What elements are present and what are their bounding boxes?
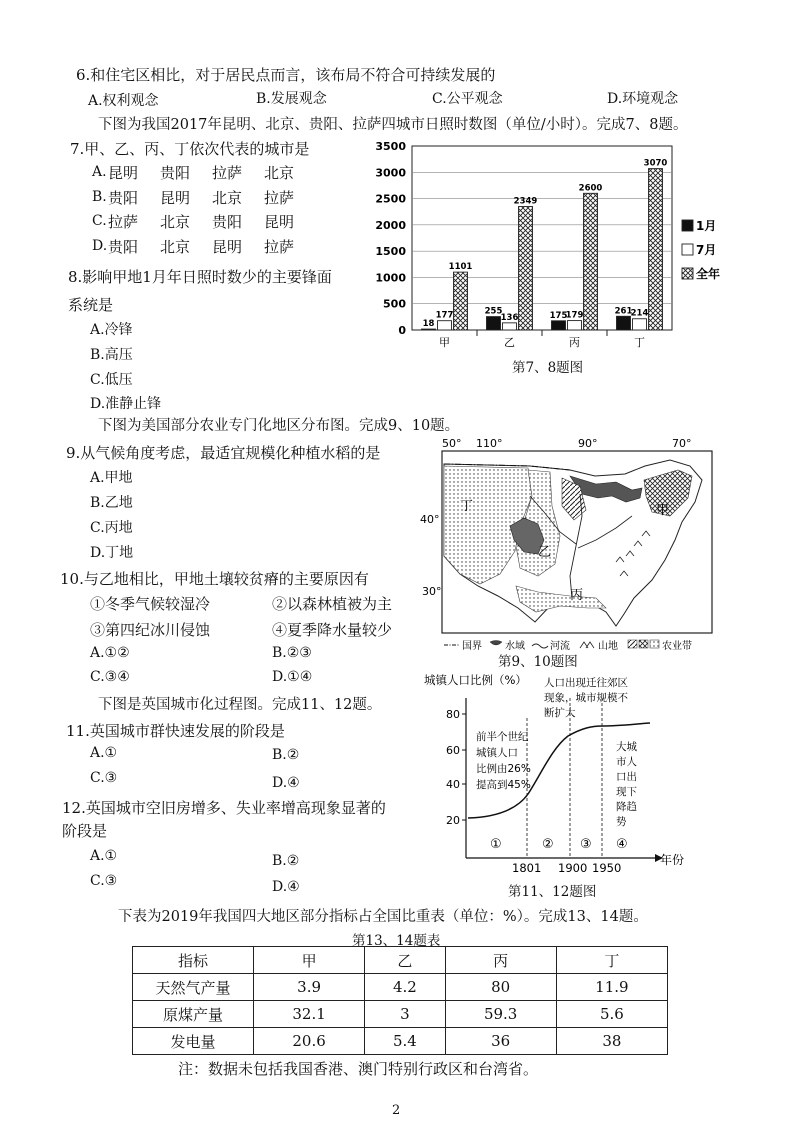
table-cell: 32.1 xyxy=(254,1001,365,1028)
legend-swatch xyxy=(682,268,693,279)
bar-value-label: 175 xyxy=(549,310,568,321)
bar-7月-丁 xyxy=(633,319,647,330)
note-right-1: 大城 xyxy=(616,741,637,753)
note-top-2: 现象，城市规模不 xyxy=(544,692,628,704)
q8-stem-line1: 8.影响甲地1月年日照时数少的主要锋面 xyxy=(68,268,332,286)
bar-7月-甲 xyxy=(438,321,452,330)
table-cell: 原煤产量 xyxy=(133,1001,254,1028)
note-left-2: 城镇人口 xyxy=(476,747,518,759)
category-label: 甲 xyxy=(439,336,450,349)
table-header: 指标 xyxy=(133,947,254,974)
table-cell: 5.6 xyxy=(556,1001,667,1028)
bar-1月-乙 xyxy=(487,317,501,330)
legend-river: 河流 xyxy=(550,641,570,652)
q10-item-3: ③第四纪冰川侵蚀 xyxy=(90,621,211,639)
q9-option-c: C.丙地 xyxy=(90,520,133,536)
table-cell: 36 xyxy=(445,1028,556,1055)
table-row xyxy=(133,1028,668,1055)
bar-value-label: 18 xyxy=(422,319,435,330)
map-label-bing: 丙 xyxy=(570,588,584,603)
bar-1月-丁 xyxy=(617,316,631,330)
urban-xtick-1900: 1900 xyxy=(558,861,588,875)
bar-全年-甲 xyxy=(454,272,468,330)
plot-area xyxy=(412,146,672,330)
chart-7-8-caption: 第7、8题图 xyxy=(512,360,584,376)
legend-swatch xyxy=(682,244,693,255)
bar-value-label: 261 xyxy=(614,306,633,317)
q7-stem: 7.甲、乙、丙、丁依次代表的城市是 xyxy=(70,140,310,158)
legend-agri-belt: 农业带 xyxy=(662,641,692,652)
table-cell: 发电量 xyxy=(133,1028,254,1055)
map-lat-label-40: 40° xyxy=(420,513,440,526)
bar-value-label: 3070 xyxy=(643,158,668,169)
map-top-label-70: 70° xyxy=(672,437,692,450)
legend-swatch xyxy=(682,220,693,231)
category-label: 丙 xyxy=(569,336,580,349)
category-label: 乙 xyxy=(504,336,515,349)
y-tick-label: 3000 xyxy=(375,166,406,180)
q10-option-b: B.②③ xyxy=(272,645,312,661)
note-left-3: 比例由26% xyxy=(476,763,531,775)
note-top-3: 断扩大 xyxy=(544,707,576,719)
q10-option-a: A.①② xyxy=(90,645,130,661)
intro-11-12: 下图是英国城市化过程图。完成11、12题。 xyxy=(98,697,382,713)
q7-option-city: 贵阳 xyxy=(212,213,243,231)
q11-stem: 11.英国城市群快速发展的阶段是 xyxy=(66,722,285,740)
q8-stem-line2: 系统是 xyxy=(68,296,114,314)
y-tick-label: 500 xyxy=(383,297,406,311)
note-right-6: 势 xyxy=(616,816,627,828)
q10-item-2: ②以森林植被为主 xyxy=(272,595,393,613)
q10-stem: 10.与乙地相比，甲地土壤较贫瘠的主要原因有 xyxy=(60,570,369,588)
stage-1: ① xyxy=(490,837,502,852)
q7-option-city: 拉萨 xyxy=(264,237,295,256)
q8-option-c: C.低压 xyxy=(90,372,133,388)
table-cell: 80 xyxy=(445,974,556,1001)
note-left-4: 提高到45% xyxy=(476,779,531,791)
note-left-1: 前半个世纪 xyxy=(476,731,529,743)
q7-option-label: B. xyxy=(92,188,107,205)
q11-option-a: A.① xyxy=(90,745,118,761)
q12-option-c: C.③ xyxy=(90,873,118,889)
q11-option-c: C.③ xyxy=(90,770,118,786)
table-cell: 38 xyxy=(556,1028,667,1055)
urban-xlabel: 年份 xyxy=(660,853,685,867)
legend-mountain: 山地 xyxy=(598,641,618,652)
map-label-yi: 乙 xyxy=(538,545,552,560)
q7-option-city: 昆明 xyxy=(160,188,191,207)
bar-value-label: 179 xyxy=(565,310,584,321)
map-label-jia: 甲 xyxy=(656,503,670,518)
map-label-ding: 丁 xyxy=(460,499,474,514)
q8-option-b: B.高压 xyxy=(90,347,133,363)
intro-7-8: 下图为我国2017年昆明、北京、贵阳、拉萨四城市日照时数图（单位/小时）。完成7、8题。 xyxy=(98,117,688,133)
q7-option-city: 贵阳 xyxy=(108,188,139,207)
q10-item-1: ①冬季气候较湿冷 xyxy=(90,595,211,613)
q7-option-label: A. xyxy=(92,164,107,180)
bar-1月-丙 xyxy=(552,321,566,330)
map-top-label-50: 50° xyxy=(442,437,462,450)
q9-stem: 9.从气候角度考虑，最适宜规模化种植水稻的是 xyxy=(66,444,381,462)
q10-option-c: C.③④ xyxy=(90,669,130,685)
q12-stem-line1: 12.英国城市空旧房增多、失业率增高现象显著的 xyxy=(62,799,386,817)
q7-option-city: 北京 xyxy=(212,188,243,207)
q10-option-d: D.①④ xyxy=(272,669,313,685)
q9-option-b: B.乙地 xyxy=(90,495,133,511)
bar-value-label: 177 xyxy=(435,310,454,321)
intro-13-14: 下表为2019年我国四大地区部分指标占全国比重表（单位：%）。完成13、14题。 xyxy=(118,909,648,925)
bar-1月-甲 xyxy=(422,329,436,330)
note-right-2: 市人 xyxy=(616,756,637,768)
q7-option-label: D. xyxy=(92,237,108,254)
table-header: 乙 xyxy=(365,947,445,974)
bar-value-label: 255 xyxy=(484,306,503,317)
bar-7月-乙 xyxy=(503,323,517,330)
q7-option-city: 贵阳 xyxy=(108,237,139,256)
bar-全年-乙 xyxy=(519,207,533,330)
q6-stem: 6.和住宅区相比，对于居民点而言，该布局不符合可持续发展的 xyxy=(76,66,496,84)
q9-option-d: D.丁地 xyxy=(90,545,134,561)
bar-value-label: 214 xyxy=(630,308,649,319)
q12-option-a: A.① xyxy=(90,848,118,864)
map-top-label-90: 90° xyxy=(578,437,598,450)
y-tick-label: 3500 xyxy=(375,140,406,153)
q8-option-d: D.准静止锋 xyxy=(90,396,162,412)
urban-ytick-60: 60 xyxy=(446,744,460,757)
legend-label: 7月 xyxy=(696,243,717,257)
q6-option-d: D.环境观念 xyxy=(607,91,679,107)
q7-option-city: 贵阳 xyxy=(160,164,191,182)
legend-label: 1月 xyxy=(696,219,717,233)
note-right-5: 降趋 xyxy=(616,801,637,813)
q6-option-a: A.权利观念 xyxy=(88,93,159,109)
note-right-4: 现下 xyxy=(616,786,637,798)
stage-3: ③ xyxy=(580,837,592,852)
urban-ytick-80: 80 xyxy=(446,708,460,721)
bar-value-label: 2600 xyxy=(578,183,603,194)
table-cell: 天然气产量 xyxy=(133,974,254,1001)
note-right-3: 口出 xyxy=(616,771,637,783)
q12-stem-line2: 阶段是 xyxy=(62,822,108,840)
table-cell: 3 xyxy=(365,1001,445,1028)
q7-option-city: 北京 xyxy=(264,164,295,182)
usa-agriculture-map xyxy=(420,436,720,654)
table-cell: 11.9 xyxy=(556,974,667,1001)
table-row xyxy=(133,1001,668,1028)
map-9-10-caption: 第9、10题图 xyxy=(498,654,578,670)
q10-item-4: ④夏季降水量较少 xyxy=(272,621,393,639)
legend-label: 全年 xyxy=(696,267,721,281)
bar-value-label: 1101 xyxy=(448,262,473,273)
urban-ytick-20: 20 xyxy=(446,814,460,827)
q7-option-city: 北京 xyxy=(160,213,191,231)
table-header: 丁 xyxy=(556,947,667,974)
chart-11-12-caption: 第11、12题图 xyxy=(508,884,597,900)
table-header: 丙 xyxy=(445,947,556,974)
map-lat-label-30: 30° xyxy=(422,585,442,598)
q6-option-b: B.发展观念 xyxy=(256,91,327,107)
table-note: 注：数据未包括我国香港、澳门特别行政区和台湾省。 xyxy=(178,1060,539,1078)
table-header: 甲 xyxy=(254,947,365,974)
q7-option-city: 拉萨 xyxy=(264,188,295,207)
bar-7月-丙 xyxy=(568,321,582,330)
q12-option-b: B.② xyxy=(272,853,300,869)
y-tick-label: 2500 xyxy=(375,192,406,206)
y-tick-label: 2000 xyxy=(375,218,406,232)
stage-2: ② xyxy=(542,837,554,852)
table-cell: 59.3 xyxy=(445,1001,556,1028)
y-tick-label: 0 xyxy=(398,324,406,337)
bar-value-label: 2349 xyxy=(513,196,538,207)
bar-全年-丁 xyxy=(649,169,663,330)
region-share-table xyxy=(132,946,668,1055)
q7-option-city: 北京 xyxy=(160,237,191,256)
q7-option-label: C. xyxy=(92,213,107,229)
table-13-14-title: 第13、14题表 xyxy=(352,933,441,949)
table-cell: 4.2 xyxy=(365,974,445,1001)
legend-water: 水域 xyxy=(505,641,525,652)
urban-ytick-40: 40 xyxy=(446,778,460,791)
intro-9-10: 下图为美国部分农业专门化地区分布图。完成9、10题。 xyxy=(98,418,460,434)
category-label: 丁 xyxy=(634,336,645,349)
q7-option-city: 昆明 xyxy=(108,164,139,182)
table-cell: 3.9 xyxy=(254,974,365,1001)
bar-全年-丙 xyxy=(584,193,598,330)
sunshine-bar-chart xyxy=(368,138,738,376)
urban-xtick-1950: 1950 xyxy=(592,861,622,875)
note-top-1: 人口出现迁往郊区 xyxy=(544,677,628,689)
map-top-label-110: 110° xyxy=(476,437,503,450)
q6-option-c: C.公平观念 xyxy=(432,91,503,107)
q11-option-d: D.④ xyxy=(272,775,300,791)
q8-option-a: A.冷锋 xyxy=(90,322,133,338)
page-number: 2 xyxy=(392,1103,401,1118)
urbanization-curve-chart xyxy=(420,668,710,878)
urban-chart-ylabel: 城镇人口比例（%） xyxy=(424,673,527,687)
stage-4: ④ xyxy=(616,837,628,852)
q7-option-city: 昆明 xyxy=(212,237,243,256)
q9-option-a: A.甲地 xyxy=(90,470,133,486)
bar-value-label: 136 xyxy=(500,312,519,323)
y-tick-label: 1500 xyxy=(375,245,406,259)
q7-option-city: 拉萨 xyxy=(108,213,139,231)
table-cell: 20.6 xyxy=(254,1028,365,1055)
table-cell: 5.4 xyxy=(365,1028,445,1055)
q7-option-city: 拉萨 xyxy=(212,164,243,182)
q7-option-city: 昆明 xyxy=(264,213,295,231)
legend-border: 国界 xyxy=(462,641,482,652)
q11-option-b: B.② xyxy=(272,747,300,763)
table-row xyxy=(133,974,668,1001)
y-tick-label: 1000 xyxy=(375,271,406,285)
q12-option-d: D.④ xyxy=(272,879,300,895)
urban-xtick-1801: 1801 xyxy=(512,861,542,875)
